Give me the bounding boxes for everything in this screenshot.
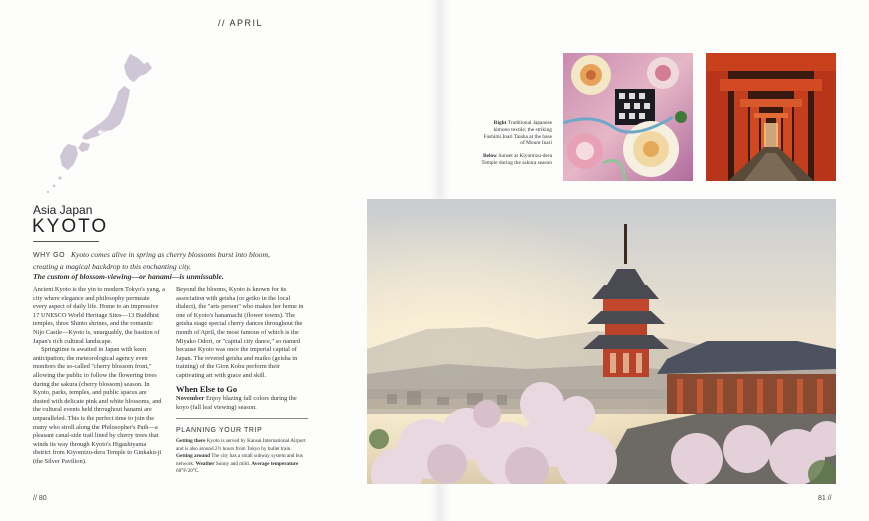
torii-gates-photo — [706, 53, 836, 181]
body-column-1 — [33, 286, 165, 466]
japan-map-icon — [38, 52, 158, 197]
intro-lead: Kyoto comes alive in spring as cherry blossoms burst into bloom, creating a magical backdrop to this enchanting city. — [33, 250, 270, 271]
map-city-label: KYOTO — [102, 130, 120, 136]
page-number-left: // 80 — [33, 495, 47, 502]
body-column-2 — [176, 286, 308, 476]
when-else-text: November Enjoy blazing fall colors during the koyo (fall leaf viewing) season. — [176, 395, 297, 411]
kiyomizu-dera-photo — [367, 199, 836, 484]
planning-divider — [176, 418, 308, 419]
caption-below: Below Sunset at Kiyomizu-dera Temple during the sakura season — [481, 153, 552, 166]
kimono-textile-photo — [563, 53, 693, 181]
when-else-heading: When Else to Go — [176, 383, 238, 394]
intro-paragraph — [33, 250, 273, 283]
city-title: KYOTO — [32, 216, 109, 237]
month-label: // APRIL — [218, 18, 264, 28]
planning-heading: PLANNING YOUR TRIP — [176, 427, 263, 435]
photo-captions — [480, 120, 552, 167]
body-paragraph: Springtime is awaited in Japan with keen anticipation; the meteorological agency even monitors the so-called "cherry blossom front," allowing the public to follow the flowering trees during the sakura (cherry blossom) season. In Kyoto, parks, temples, and public spaces are dusted with delicate pink and white blossoms, and the cultural events held throughout hanami are unparalleled. This is the perfect time to join the many who stroll along the Philosopher's Path—a pleasant canal-side trail lined by cherry trees that winds its way through Kyoto's Higashiyama district from Kiyomizu-dera Temple to Ginkaku-ji (the Silver Pavilion). — [33, 346, 162, 465]
planning-text: Getting there Kyoto is served by Kansai International Airport and is also around 2½ hours from Tokyo by bullet train. Getting around The city has a small subway system and bus network. Weather Sunny and mild. Average temperature 68°F/20°C. — [176, 437, 306, 475]
title-divider — [33, 241, 99, 242]
caption-right: Right Traditional Japanese kimono textile; the striking Fushimi Inari Taisha at the base of Mount Inari — [483, 120, 552, 147]
intro-lead-emphasis: The custom of blossom-viewing—or hanami—is unmissable. — [33, 272, 224, 282]
body-paragraph: Beyond the blooms, Kyoto is known for its association with geisha (or geiko in the local dialect), the "arts person" who makes her home in one of Kyoto's hanamachi (flower towns). The geisha stage special cherry dances throughout the month of April, the most famous of which is the Miyako Odori, or "capital city dance," so named because Kyoto was once the imperial capital of Japan. The revered geisha and maiko (geisha in training) of the Gion Kobu perform their captivating art with grace and skill. — [176, 286, 304, 379]
region-title: Asia Japan — [33, 203, 93, 217]
page-number-right: 81 // — [818, 495, 832, 502]
body-paragraph: Ancient Kyoto is the yin to modern Tokyo's yang, a city where elegance and philosophy permeate every aspect of daily life. Home to an impressive 17 UNESCO World Heritage Sites—13 Buddhist temples, three Shinto shrines, and the romantic Nijo Castle—Kyoto is, unarguably, the bastion of Japan's rich cultural landscape. — [33, 286, 165, 345]
why-go-label: WHY GO — [33, 252, 66, 259]
